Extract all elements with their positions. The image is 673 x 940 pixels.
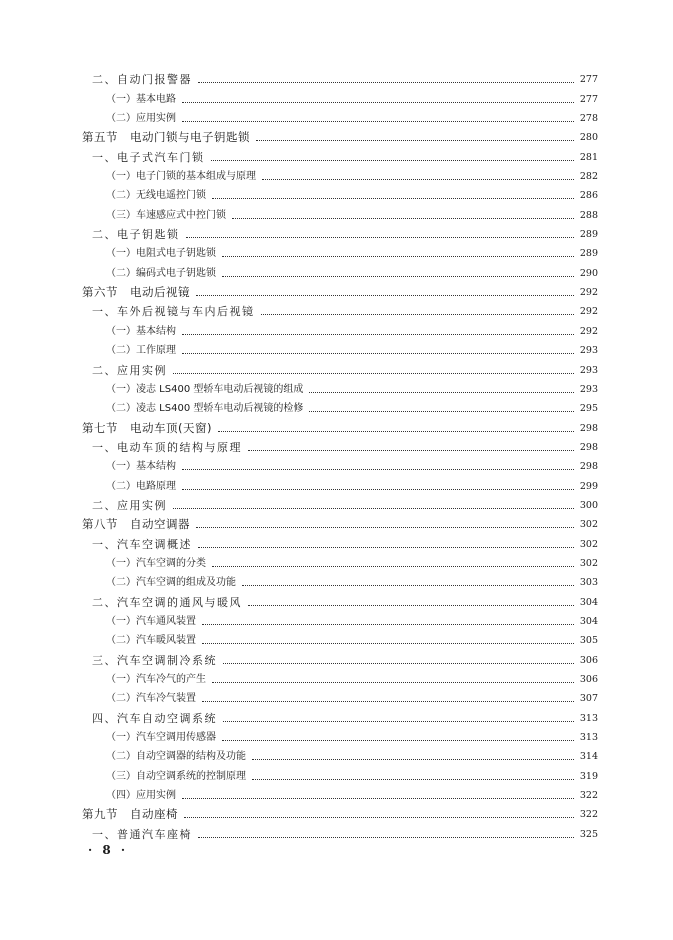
toc-entry-page: 313	[579, 732, 598, 744]
dot-leader	[212, 682, 574, 683]
toc-section-heading	[0, 415, 673, 434]
dot-leader	[198, 547, 574, 548]
toc-entry-title: 第六节 电动后视镜	[82, 285, 190, 300]
dot-leader	[182, 102, 574, 103]
toc-entry-page: 306	[579, 674, 598, 685]
toc-item	[0, 686, 673, 705]
toc-entry-page: 298	[579, 422, 598, 434]
dot-leader	[182, 334, 574, 335]
dot-leader	[242, 585, 574, 586]
toc-entry-title: （一）凌志 LS400 型轿车电动后视镜的组成	[106, 383, 304, 395]
dot-leader	[262, 179, 574, 180]
dot-leader	[196, 295, 574, 296]
toc-subsection	[0, 647, 673, 666]
toc-entry-title: 一、电子式汽车门锁	[92, 150, 205, 164]
toc-entry-title: （二）汽车暖风装置	[106, 635, 196, 647]
toc-entry-page: 322	[579, 790, 598, 802]
toc-entry-title: （一）基本结构	[106, 325, 176, 337]
toc-section-heading	[0, 125, 673, 144]
toc-item	[0, 725, 673, 744]
toc-entry-title: 一、车外后视镜与车内后视镜	[92, 305, 255, 319]
toc-entry-title: （一）汽车冷气的产生	[106, 674, 206, 685]
toc-entry-page: 278	[579, 113, 598, 125]
toc-entry-page: 298	[579, 461, 598, 473]
dot-leader	[222, 256, 574, 257]
toc-entry-title: （二）汽车空调的组成及功能	[106, 577, 236, 589]
dot-leader	[223, 663, 574, 664]
toc-entry-title: （二）电路原理	[106, 480, 176, 492]
toc-entry-title: 二、汽车空调的通风与暖风	[92, 595, 242, 609]
toc-entry-page: 302	[579, 538, 598, 550]
toc-entry-page: 293	[579, 383, 598, 395]
toc-entry-page: 325	[579, 828, 598, 840]
toc-entry-title: （一）电阻式电子钥匙锁	[106, 248, 216, 260]
toc-section-heading	[0, 802, 673, 821]
toc-entry-title: （一）基本电路	[106, 93, 176, 105]
toc-entry-page: 306	[579, 654, 598, 666]
toc-item	[0, 106, 673, 125]
toc-item	[0, 744, 673, 763]
toc-entry-page: 319	[579, 770, 598, 782]
toc-entry-title: 第九节 自动座椅	[82, 807, 178, 822]
toc-entry-title: 二、应用实例	[92, 363, 167, 377]
dot-leader	[196, 527, 574, 528]
toc-entry-title: 二、自动门报警器	[92, 73, 192, 87]
toc-entry-page: 304	[579, 596, 598, 608]
dot-leader	[202, 701, 574, 702]
toc-subsection	[0, 222, 673, 241]
toc-item	[0, 241, 673, 260]
toc-entry-page: 302	[579, 519, 598, 531]
toc-entry-title: 一、汽车空调概述	[92, 537, 192, 551]
toc-item	[0, 473, 673, 492]
dot-leader	[248, 605, 574, 606]
toc-subsection	[0, 144, 673, 163]
toc-item	[0, 628, 673, 647]
toc-subsection	[0, 493, 673, 512]
toc-subsection	[0, 357, 673, 376]
toc-section-heading	[0, 280, 673, 299]
toc-entry-page: 293	[579, 364, 598, 376]
toc-item	[0, 396, 673, 415]
toc-section-heading	[0, 512, 673, 531]
toc-subsection	[0, 299, 673, 318]
toc-item	[0, 86, 673, 105]
toc-entry-title: （一）汽车通风装置	[106, 615, 196, 627]
toc-entry-page: 300	[579, 499, 598, 511]
toc-entry-title: 第八节 自动空调器	[82, 517, 190, 532]
toc-item	[0, 454, 673, 473]
dot-leader	[222, 276, 574, 277]
toc-subsection	[0, 67, 673, 86]
toc-subsection	[0, 589, 673, 608]
toc-entry-page: 293	[579, 345, 598, 357]
toc-item	[0, 260, 673, 279]
toc-subsection	[0, 531, 673, 550]
toc-entry-page: 292	[579, 325, 598, 337]
toc-entry-page: 277	[579, 93, 598, 105]
toc-entry-page: 313	[579, 712, 598, 724]
dot-leader	[211, 160, 574, 161]
dot-leader	[173, 373, 574, 374]
dot-leader	[261, 314, 574, 315]
toc-entry-title: 三、汽车空调制冷系统	[92, 653, 217, 667]
toc-entry-page: 277	[579, 74, 598, 86]
toc-entry-title: （二）无线电遥控门锁	[106, 190, 206, 202]
toc-item	[0, 609, 673, 628]
toc-entry-page: 289	[579, 229, 598, 241]
toc-entry-title: （三）车速感应式中控门锁	[106, 209, 226, 221]
dot-leader	[198, 837, 574, 838]
toc-item	[0, 763, 673, 782]
dot-leader	[232, 218, 574, 219]
toc-item	[0, 183, 673, 202]
toc-entry-page: 289	[579, 248, 598, 260]
toc-entry-title: 一、普通汽车座椅	[92, 827, 192, 841]
toc-entry-title: 四、汽车自动空调系统	[92, 711, 217, 725]
toc-entry-title: （二）汽车冷气装置	[106, 693, 196, 705]
toc-entry-page: 281	[579, 151, 598, 163]
dot-leader	[212, 566, 574, 567]
dot-leader	[252, 779, 574, 780]
dot-leader	[252, 759, 574, 760]
toc-item	[0, 377, 673, 396]
toc-entry-title: （一）汽车空调的分类	[106, 557, 206, 569]
page-number: · 8 ·	[88, 843, 129, 857]
toc-entry-title: （三）自动空调系统的控制原理	[106, 770, 246, 782]
dot-leader	[309, 411, 573, 412]
toc-item	[0, 570, 673, 589]
toc-entry-title: 二、电子钥匙锁	[92, 228, 180, 242]
toc-item	[0, 202, 673, 221]
toc-item	[0, 318, 673, 337]
dot-leader	[182, 353, 574, 354]
toc-entry-title: 二、应用实例	[92, 498, 167, 512]
dot-leader	[182, 798, 574, 799]
toc-entry-page: 292	[579, 287, 598, 299]
toc-entry-page: 286	[579, 190, 598, 202]
toc-item	[0, 667, 673, 686]
toc-item	[0, 338, 673, 357]
dot-leader	[212, 198, 574, 199]
toc-entry-title: （二）自动空调器的结构及功能	[106, 751, 246, 763]
toc-entry-page: 290	[579, 267, 598, 279]
dot-leader	[173, 508, 574, 509]
dot-leader	[256, 140, 574, 141]
toc-entry-page: 292	[579, 306, 598, 318]
toc-entry-title: （二）工作原理	[106, 345, 176, 357]
toc-entry-title: 第七节 电动车顶(天窗)	[82, 420, 212, 435]
toc-entry-title: （一）电子门锁的基本组成与原理	[106, 171, 256, 183]
toc-entry-title: （二）编码式电子钥匙锁	[106, 267, 216, 279]
dot-leader	[182, 121, 574, 122]
toc-entry-title: （二）凌志 LS400 型轿车电动后视镜的检修	[106, 403, 304, 415]
toc-entry-page: 307	[579, 693, 598, 705]
dot-leader	[218, 431, 574, 432]
toc-entry-page: 304	[579, 615, 598, 627]
dot-leader	[198, 82, 574, 83]
dot-leader	[182, 469, 574, 470]
toc-entry-title: （四）应用实例	[106, 790, 176, 802]
toc-entry-page: 322	[579, 809, 598, 821]
toc-subsection	[0, 435, 673, 454]
dot-leader	[202, 624, 574, 625]
toc-item	[0, 164, 673, 183]
toc-entry-page: 295	[579, 403, 598, 415]
toc-entry-page: 305	[579, 635, 598, 647]
dot-leader	[309, 392, 573, 393]
toc-subsection	[0, 821, 673, 840]
dot-leader	[182, 489, 574, 490]
toc-entry-page: 282	[579, 171, 598, 183]
toc-entry-page: 314	[579, 751, 598, 763]
toc-entry-page: 288	[579, 209, 598, 221]
dot-leader	[202, 643, 574, 644]
toc-entry-title: 第五节 电动门锁与电子钥匙锁	[82, 130, 250, 145]
toc-entry-page: 298	[579, 441, 598, 453]
dot-leader	[248, 450, 574, 451]
toc-entry-page: 303	[579, 577, 598, 589]
toc-entry-title: （一）汽车空调用传感器	[106, 732, 216, 744]
dot-leader	[223, 721, 574, 722]
toc-entry-title: 一、电动车顶的结构与原理	[92, 440, 242, 454]
dot-leader	[184, 817, 574, 818]
toc-subsection	[0, 705, 673, 724]
toc-item	[0, 783, 673, 802]
table-of-contents	[0, 67, 673, 841]
toc-entry-title: （二）应用实例	[106, 113, 176, 125]
toc-entry-page: 280	[579, 132, 598, 144]
dot-leader	[186, 237, 574, 238]
toc-entry-page: 299	[579, 480, 598, 492]
dot-leader	[222, 740, 574, 741]
toc-item	[0, 551, 673, 570]
toc-entry-page: 302	[579, 557, 598, 569]
toc-entry-title: （一）基本结构	[106, 461, 176, 473]
